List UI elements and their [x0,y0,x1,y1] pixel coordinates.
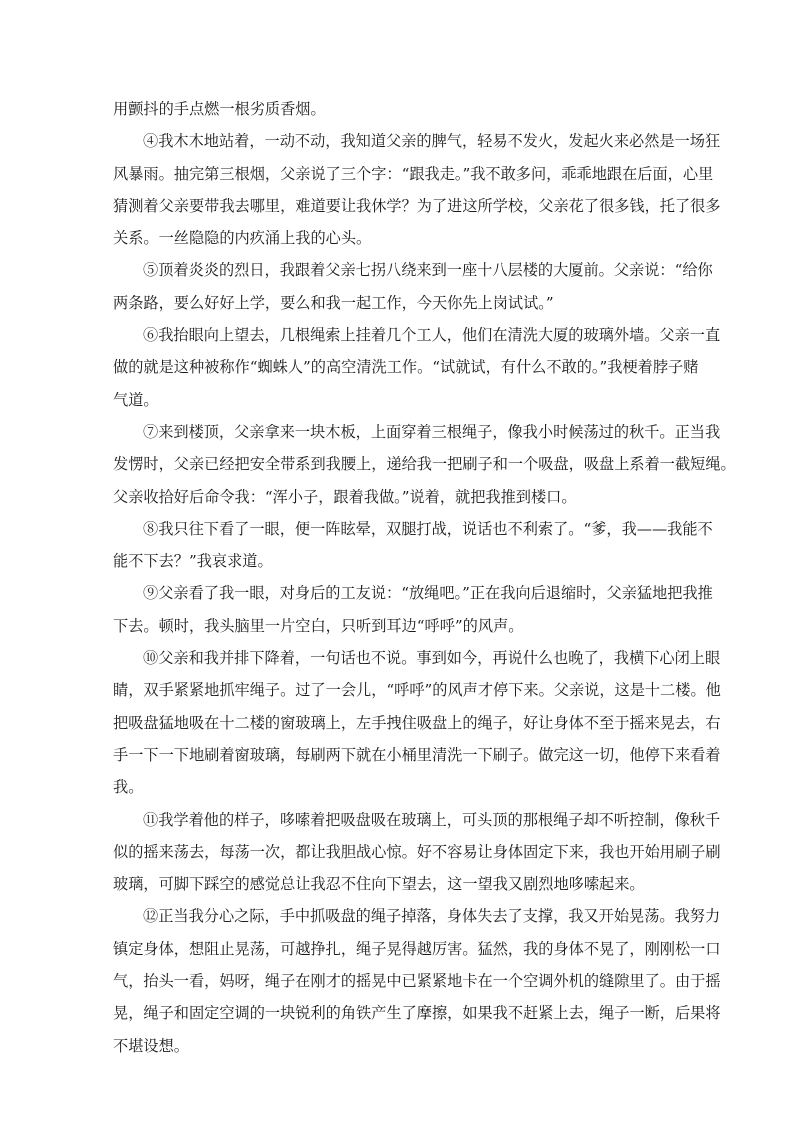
text-line: ⑨父亲看了我一眼，对身后的工友说：“放绳吧。”正在我向后退缩时，父亲猛地把我推 [143,584,713,603]
paragraph-9 [113,577,713,642]
text-line: ⑧我只往下看了一眼，便一阵眩晕，双腿打战，说话也不利索了。“爹，我——我能不 [143,519,713,538]
text-line: 气道。 [113,390,159,409]
text-line: ⑩父亲和我并排下降着，一句话也不说。事到如今，再说什么也晚了，我横下心闭上眼 [143,649,721,668]
paragraph-3-tail [113,93,693,125]
text-line: ⑫正当我分心之际，手中抓吸盘的绳子掉落，身体失去了支撑，我又开始晃荡。我努力 [143,907,721,926]
text-line: ⑪我学着他的样子，哆嗦着把吸盘吸在玻璃上，可头顶的那根绳子却不听控制，像秋千 [143,810,721,829]
text-line: 做的就是这种被称作“蜘蛛人”的高空清洗工作。“试就试，有什么不敢的。”我梗着脖子赌 [113,358,699,377]
paragraph-12 [113,900,721,1061]
text-line: 两条路，要么好好上学，要么和我一起工作，今天你先上岗试试。” [113,293,554,312]
text-line: 用颤抖的手点燃一根劣质香烟。 [113,100,326,118]
text-line: ④我木木地站着，一动不动，我知道父亲的脾气，轻易不发火，发起火来必然是一场狂 [143,132,721,151]
paragraph-8 [113,513,713,578]
text-line: 手一下一下地刷着窗玻璃，每刷两下就在小桶里清洗一下刷子。做完这一切，他停下来看着 [113,745,721,764]
text-line: 我。 [113,778,144,797]
text-line: 猜测着父亲要带我去哪里，难道要让我休学？为了进这所学校，父亲花了很多钱，托了很多 [113,196,721,215]
text-line: 玻璃，可脚下踩空的感觉总让我忍不住向下望去，这一望我又剧烈地哆嗦起来。 [113,875,645,894]
text-line: 不堪设想。 [113,1036,189,1055]
article-body [113,93,736,1062]
text-line: ⑦来到楼顶，父亲拿来一块木板，上面穿着三根绳子，像我小时候荡过的秋千。正当我 [143,422,721,441]
text-line: 关系。一丝隐隐的内疚涌上我的心头。 [113,229,372,248]
paragraph-7 [113,416,736,513]
text-line: 似的摇来荡去，每荡一次，都让我胆战心惊。好不容易让身体固定下来，我也开始用刷子刷 [113,842,721,861]
paragraph-5 [113,254,713,319]
paragraph-11 [113,804,721,901]
text-line: 发愣时，父亲已经把安全带系到我腰上，递给我一把刷子和一个吸盘，吸盘上系着一截短绳。 [113,455,736,474]
paragraph-4 [113,125,721,254]
text-line: 下去。顿时，我头脑里一片空白，只听到耳边“呼呼”的风声。 [113,616,524,635]
text-line: ⑤顶着炎炎的烈日，我跟着父亲七拐八绕来到一座十八层楼的大厦前。父亲说：“给你 [143,261,713,280]
text-line: 父亲收拾好后命令我：“浑小子，跟着我做。”说着，就把我推到楼口。 [113,487,577,506]
paragraph-10 [113,642,721,803]
text-line: 晃，绳子和固定空调的一块锐利的角铁产生了摩擦，如果我不赶紧上去，绳子一断，后果将 [113,1004,721,1023]
text-line: 镇定身体，想阻止晃荡，可越挣扎，绳子晃得越厉害。猛然，我的身体不晃了，刚刚松一口 [113,939,721,958]
text-line: 风暴雨。抽完第三根烟，父亲说了三个字：“跟我走。”我不敢多问，乖乖地跟在后面，心里 [113,164,714,183]
text-line: 气，抬头一看，妈呀，绳子在刚才的摇晃中已紧紧地卡在一个空调外机的缝隙里了。由于摇 [113,972,721,991]
text-line: 把吸盘猛地吸在十二楼的窗玻璃上，左手拽住吸盘上的绳子，好让身体不至于摇来晃去，右 [113,713,721,732]
text-line: 能不下去？”我哀求道。 [113,552,273,571]
text-line: ⑥我抬眼向上望去，几根绳索上挂着几个工人，他们在清洗大厦的玻璃外墙。父亲一直 [143,326,721,345]
paragraph-6 [113,319,721,416]
text-line: 睛，双手紧紧地抓牢绳子。过了一会儿，“呼呼”的风声才停下来。父亲说，这是十二楼。他 [113,681,721,700]
